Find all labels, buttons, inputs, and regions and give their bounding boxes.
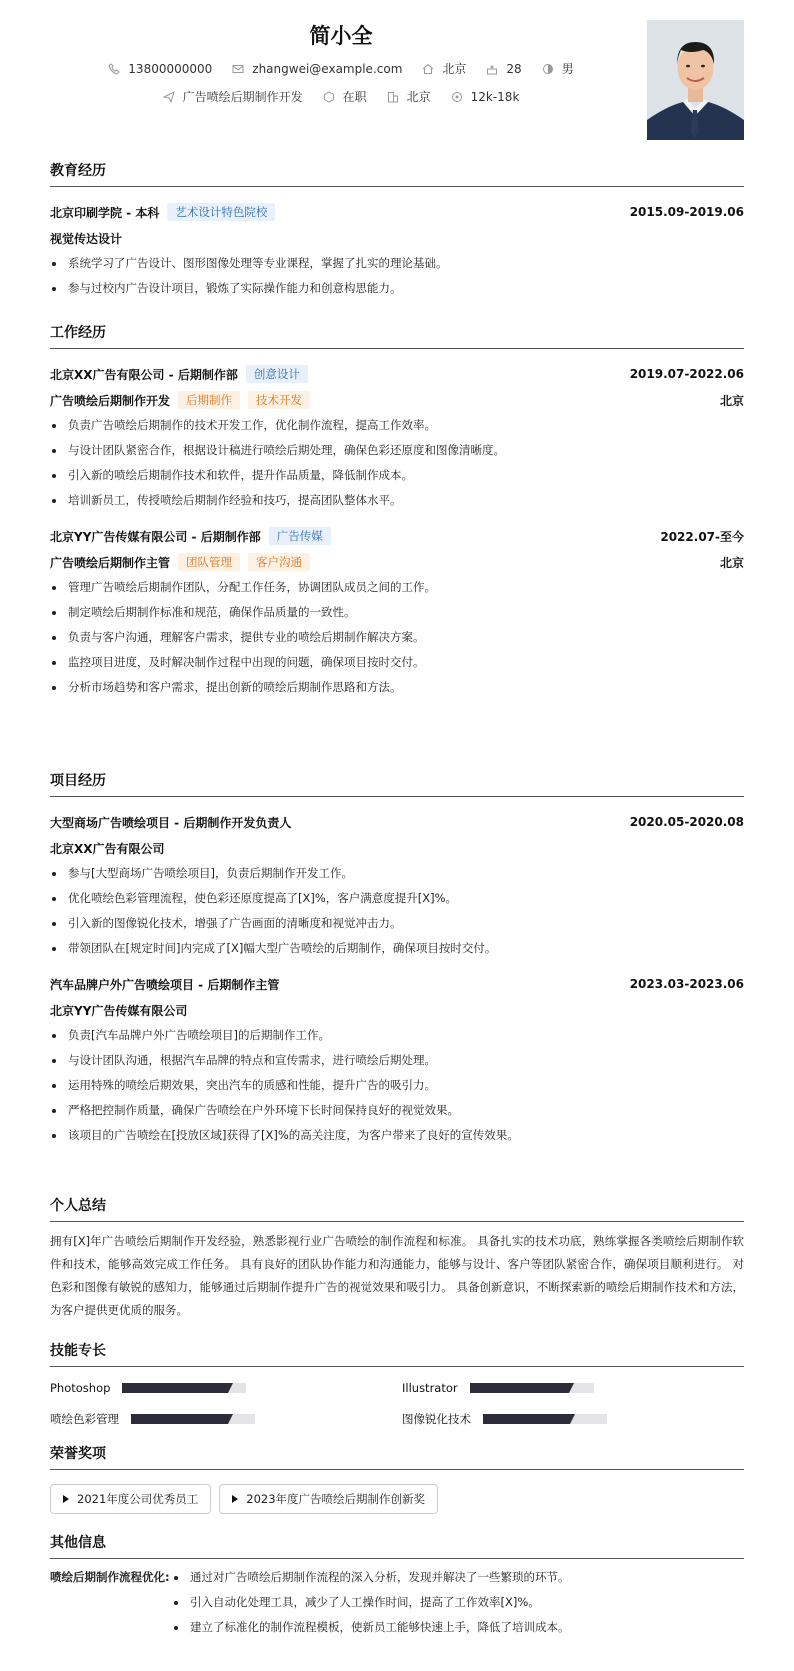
work-location: 北京	[719, 555, 744, 570]
other-section	[50, 1532, 744, 1640]
status-icon	[323, 91, 335, 103]
work-2-bullets	[50, 575, 744, 700]
gender-item	[542, 60, 574, 77]
work-title: 工作经历	[50, 322, 744, 349]
resume-page	[50, 0, 744, 1634]
project-dates: 2023.03-2023.06	[629, 977, 744, 991]
skill-name: Photoshop	[50, 1381, 111, 1395]
profile-photo	[647, 20, 744, 140]
list-item: 引入自动化处理工具，减少了人工操作时间，提高了工作效率[X]%。	[172, 1590, 570, 1615]
award-item[interactable]	[50, 1484, 211, 1514]
skill-tag: 后期制作	[178, 391, 240, 409]
school-tag: 艺术设计特色院校	[167, 203, 275, 221]
project-1-header	[50, 809, 744, 835]
list-item: 负责[汽车品牌户外广告喷绘项目]的后期制作工作。	[50, 1023, 744, 1048]
work-1-bullets	[50, 413, 744, 513]
work-section	[50, 322, 744, 700]
project-dates: 2020.05-2020.08	[629, 815, 744, 829]
job-row	[50, 88, 632, 105]
skill-bar	[122, 1383, 246, 1393]
play-icon	[232, 1495, 238, 1503]
resume-header	[50, 0, 744, 150]
skill-color-management	[50, 1411, 255, 1427]
skill-name: 图像锐化技术	[402, 1412, 471, 1426]
phone-icon	[108, 63, 120, 75]
project-2-company-row	[50, 997, 744, 1023]
list-item: 该项目的广告喷绘在[投放区域]获得了[X]%的高关注度，为客户带来了良好的宣传效果。	[50, 1123, 744, 1148]
age-item	[486, 62, 521, 76]
salary-text: 12k-18k	[470, 89, 520, 104]
project-company: 北京XX广告有限公司	[50, 841, 165, 856]
company-name: 北京XX广告有限公司 - 后期制作部	[50, 367, 238, 382]
education-title: 教育经历	[50, 160, 744, 187]
location-icon	[422, 63, 434, 75]
summary-text: 拥有[X]年广告喷绘后期制作开发经验，熟悉影视行业广告喷绘的制作流程和标准。 具备扎实的技术功底，熟练掌握各类喷绘后期制作软件和技术，能够高效完成工作任务。 具有良好的团队协作能力和沟通能力，能够与设计、客户等团队紧密合作，确保项目顺利进行。 对色彩和图像有敏锐的感知力，能够通过后期制作提升广告的视觉效果和吸引力。 具备创新意识，不断探索新的喷绘后期制作技术和方法，为客户提供更优质的服务。	[50, 1234, 744, 1317]
age-text: 28	[506, 61, 522, 76]
skills-title: 技能专长	[50, 1340, 744, 1367]
other-bullets	[172, 1565, 570, 1640]
work-2-position-row	[50, 549, 744, 575]
skill-bar-fill	[131, 1414, 228, 1424]
list-item: 运用特殊的喷绘后期效果，突出汽车的质感和性能，提升广告的吸引力。	[50, 1073, 744, 1098]
skill-sharpening	[402, 1411, 607, 1427]
phone-text: 13800000000	[128, 61, 213, 76]
award-label: 2021年度公司优秀员工	[77, 1492, 199, 1506]
location-text: 北京	[442, 62, 467, 76]
award-item[interactable]	[219, 1484, 438, 1514]
awards-title: 荣誉奖项	[50, 1443, 744, 1470]
city-icon	[387, 91, 399, 103]
gender-text: 男	[561, 62, 574, 76]
list-item: 监控项目进度，及时解决制作过程中出现的问题，确保项目按时交付。	[50, 650, 744, 675]
list-item: 负责与客户沟通，理解客户需求，提供专业的喷绘后期制作解决方案。	[50, 625, 744, 650]
skills-section	[50, 1340, 744, 1437]
age-icon	[486, 63, 498, 75]
list-item: 引入新的图像锐化技术，增强了广告画面的清晰度和视觉冲击力。	[50, 911, 744, 936]
phone-item	[108, 62, 212, 76]
skill-bar	[470, 1383, 594, 1393]
play-icon	[63, 1495, 69, 1503]
skill-tag: 技术开发	[248, 391, 310, 409]
project-1-company-row	[50, 835, 744, 861]
other-block	[50, 1565, 744, 1640]
education-major-row	[50, 225, 744, 251]
company-name: 北京YY广告传媒有限公司 - 后期制作部	[50, 529, 261, 544]
skill-name: Illustrator	[402, 1381, 458, 1395]
school-name: 北京印刷学院 - 本科	[50, 205, 160, 220]
skill-bar-fill	[470, 1383, 569, 1393]
project-2-header	[50, 971, 744, 997]
projects-section	[50, 770, 744, 1148]
city-text: 北京	[406, 90, 431, 104]
email-text: zhangwei@example.com	[252, 61, 403, 76]
project-title: 大型商场广告喷绘项目 - 后期制作开发负责人	[50, 815, 292, 830]
skill-tag: 团队管理	[178, 553, 240, 571]
position-name: 广告喷绘后期制作开发	[50, 393, 171, 408]
job-target-item	[163, 88, 303, 105]
list-item: 通过对广告喷绘后期制作流程的深入分析，发现并解决了一些繁琐的环节。	[172, 1565, 570, 1590]
education-header-row	[50, 199, 744, 225]
project-1-bullets	[50, 861, 744, 961]
work-dates: 2019.07-2022.06	[629, 367, 744, 381]
work-1-position-row	[50, 387, 744, 413]
projects-title: 项目经历	[50, 770, 744, 797]
work-1-header	[50, 361, 744, 387]
list-item: 严格把控制作质量，确保广告喷绘在户外环境下长时间保持良好的视觉效果。	[50, 1098, 744, 1123]
skill-illustrator	[402, 1381, 594, 1395]
list-item: 参与[大型商场广告喷绘项目]，负责后期制作开发工作。	[50, 861, 744, 886]
list-item: 分析市场趋势和客户需求，提出创新的喷绘后期制作思路和方法。	[50, 675, 744, 700]
list-item: 优化喷绘色彩管理流程，使色彩还原度提高了[X]%，客户满意度提升[X]%。	[50, 886, 744, 911]
list-item: 建立了标准化的制作流程模板，使新员工能够快速上手，降低了培训成本。	[172, 1615, 570, 1640]
summary-title: 个人总结	[50, 1195, 744, 1222]
education-dates: 2015.09-2019.06	[629, 205, 744, 219]
work-2-header	[50, 523, 744, 549]
job-icon	[163, 91, 175, 103]
skill-bar-fill	[122, 1383, 227, 1393]
company-tag: 创意设计	[246, 365, 308, 383]
summary-section	[50, 1195, 744, 1322]
list-item: 管理广告喷绘后期制作团队，分配工作任务，协调团队成员之间的工作。	[50, 575, 744, 600]
gender-icon	[542, 63, 554, 75]
salary-item	[451, 90, 520, 104]
list-item: 带领团队在[规定时间]内完成了[X]幅大型广告喷绘的后期制作，确保项目按时交付。	[50, 936, 744, 961]
salary-icon	[451, 91, 463, 103]
skill-photoshop	[50, 1381, 246, 1395]
project-2-bullets	[50, 1023, 744, 1148]
education-bullets	[50, 251, 744, 301]
project-company: 北京YY广告传媒有限公司	[50, 1003, 188, 1018]
list-item: 参与过校内广告设计项目，锻炼了实际操作能力和创意构思能力。	[50, 276, 744, 301]
list-item: 系统学习了广告设计、图形图像处理等专业课程，掌握了扎实的理论基础。	[50, 251, 744, 276]
company-tag: 广告传媒	[269, 527, 331, 545]
work-dates: 2022.07-至今	[660, 529, 744, 544]
job-target-text: 广告喷绘后期制作开发	[182, 90, 303, 104]
candidate-name: 简小全	[309, 24, 373, 48]
contact-row	[50, 60, 632, 77]
position-name: 广告喷绘后期制作主管	[50, 555, 171, 570]
other-title: 其他信息	[50, 1532, 744, 1559]
major-name: 视觉传达设计	[50, 231, 123, 246]
location-item	[422, 60, 466, 77]
skill-bar-fill	[483, 1414, 570, 1424]
skill-bar	[131, 1414, 255, 1424]
status-text: 在职	[342, 90, 367, 104]
list-item: 培训新员工，传授喷绘后期制作经验和技巧，提高团队整体水平。	[50, 488, 744, 513]
skill-name: 喷绘色彩管理	[50, 1412, 119, 1426]
project-title: 汽车品牌户外广告喷绘项目 - 后期制作主管	[50, 977, 280, 992]
list-item: 引入新的喷绘后期制作技术和软件，提升作品质量，降低制作成本。	[50, 463, 744, 488]
list-item: 制定喷绘后期制作标准和规范，确保作品质量的一致性。	[50, 600, 744, 625]
email-item	[232, 62, 402, 76]
work-location: 北京	[719, 393, 744, 408]
list-item: 负责广告喷绘后期制作的技术开发工作，优化制作流程，提高工作效率。	[50, 413, 744, 438]
awards-section	[50, 1443, 744, 1514]
skill-bar	[483, 1414, 607, 1424]
email-icon	[232, 63, 244, 75]
city-item	[387, 88, 431, 105]
other-label: 喷绘后期制作流程优化:	[50, 1570, 170, 1584]
award-label: 2023年度广告喷绘后期制作创新奖	[246, 1492, 426, 1506]
list-item: 与设计团队紧密合作，根据设计稿进行喷绘后期处理，确保色彩还原度和图像清晰度。	[50, 438, 744, 463]
list-item: 与设计团队沟通，根据汽车品牌的特点和宣传需求，进行喷绘后期处理。	[50, 1048, 744, 1073]
education-section	[50, 160, 744, 301]
skill-tag: 客户沟通	[248, 553, 310, 571]
status-item	[323, 88, 367, 105]
